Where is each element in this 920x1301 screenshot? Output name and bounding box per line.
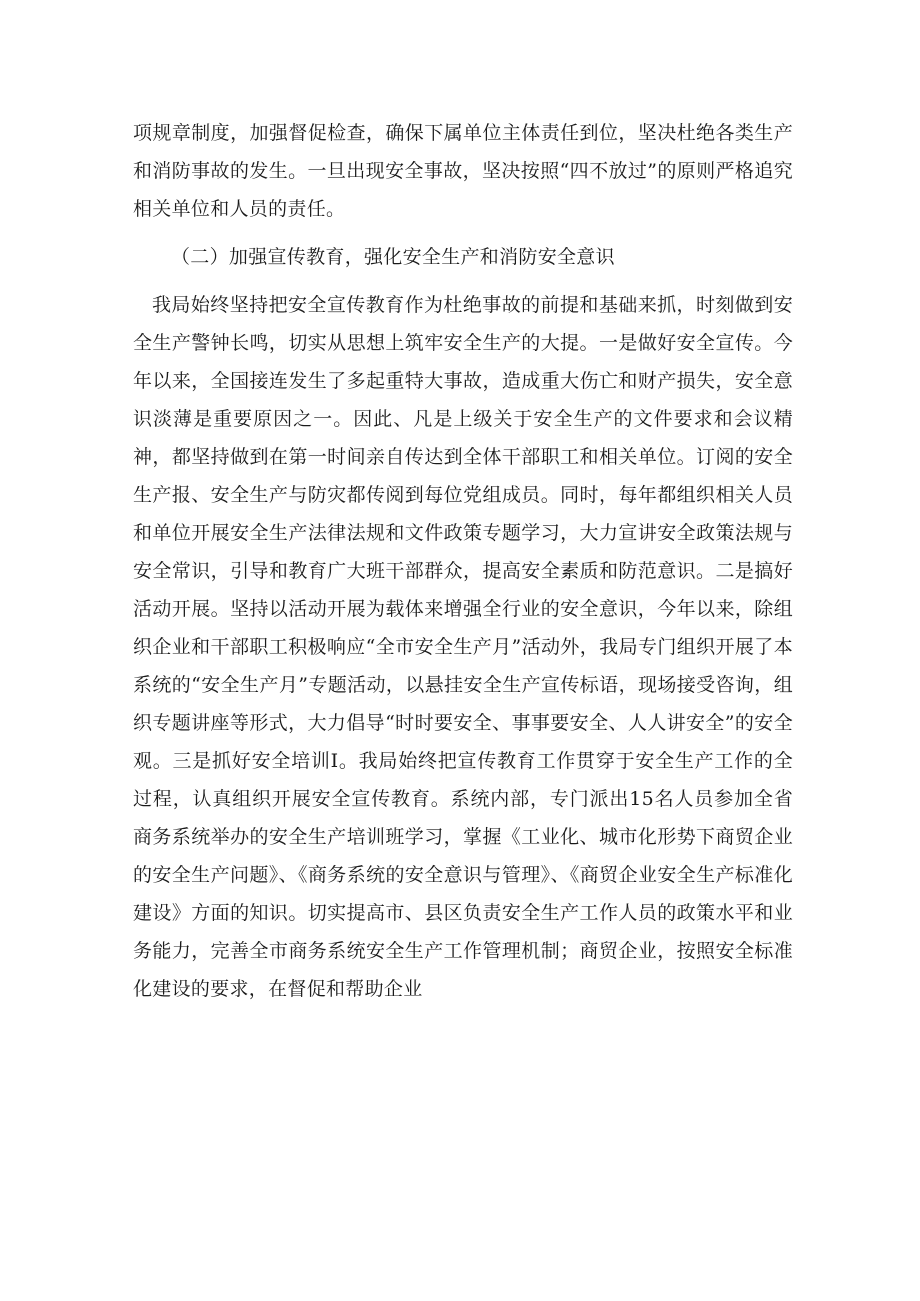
document-body [133, 114, 793, 1008]
section-heading: （二）加强宣传教育，强化安全生产和消防安全意识 [171, 246, 615, 268]
body-paragraph: 我局始终坚持把安全宣传教育作为杜绝事故的前提和基础来抓，时刻做到安全生产警钟长鸣，切实从思想上筑牢安全生产的大提。一是做好安全宣传。今年以来，全国接连发生了多起重特大事故，造成重大伤亡和财产损失，安全意识淡薄是重要原因之一。因此、凡是上级关于安全生产的文件要求和会议精神，都坚持做到在第一时间亲自传达到全体干部职工和相关单位。订阅的安全生产报、安全生产与防灾都传阅到每位党组成员。同时，每年都组织相关人员和单位开展安全生产法律法规和文件政策专题学习，大力宣讲安全政策法规与安全常识，引导和教育广大班干部群众，提高安全素质和防范意识。二是搞好活动开展。坚持以活动开展为载体来增强全行业的安全意识，今年以来，除组织企业和干部职工积极响应“全市安全生产月”活动外，我局专门组织开展了本系统的“安全生产月”专题活动，以悬挂安全生产宣传标语，现场接受咨询，组织专题讲座等形式，大力倡导“时时要安全、事事要安全、人人讲安全”的安全观。三是抓好安全培训I。我局始终把宣传教育工作贯穿于安全生产工作的全过程，认真组织开展安全宣传教育。系统内部，专门派出15名人员参加全省商务系统举办的安全生产培训班学习，掌握《工业化、城市化形势下商贸企业的安全生产问题》、《商务系统的安全意识与管理》、《商贸企业安全生产标准化建设》方面的知识。切实提高市、县区负责安全生产工作人员的政策水平和业务能力，完善全市商务系统安全生产工作管理机制；商贸企业，按照安全标准化建设的要求，在督促和帮助企业 [133, 294, 793, 1000]
continuation-paragraph: 项规章制度，加强督促检查，确保下属单位主体责任到位，坚决杜绝各类生产和消防事故的发生。一旦出现安全事故，坚决按照“四不放过”的原则严格追究相关单位和人员的责任。 [133, 122, 793, 220]
